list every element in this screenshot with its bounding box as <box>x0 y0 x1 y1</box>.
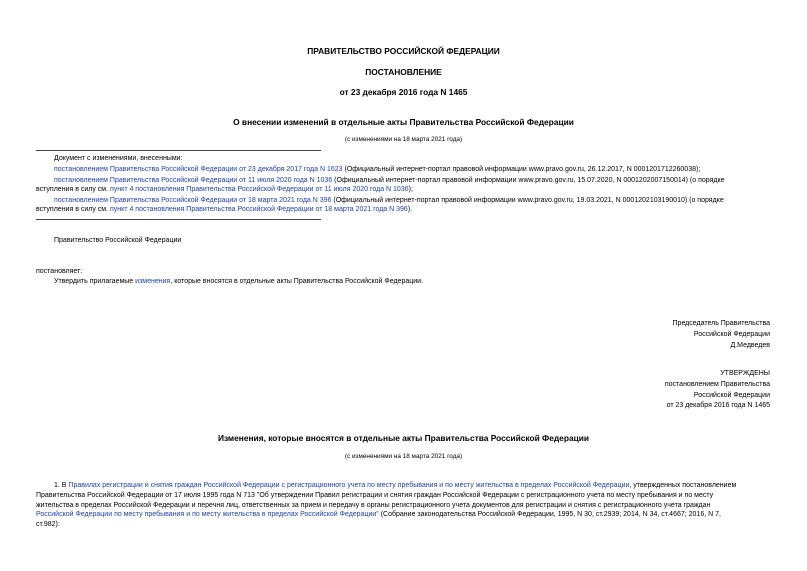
annex-p1-line-1 <box>36 482 770 491</box>
approved-date: от 23 декабря 2016 года N 1465 <box>666 402 770 410</box>
change-item-3-entry-pre: вступления в силу см. <box>36 206 111 213</box>
change-item-2-cont <box>36 186 413 195</box>
change-item-2-entry-pre: вступления в силу см. <box>36 186 111 193</box>
annex-p1-line-4 <box>36 511 770 520</box>
change-item-3-link[interactable]: постановлением Правительства Российской Федерации от 18 марта 2021 года N 396 <box>54 197 332 204</box>
doc-date-number: от 23 декабря 2016 года N 1465 <box>339 87 468 97</box>
change-item-1-link[interactable]: постановлением Правительства Российской Федерации от 23 декабря 2017 года N 1623 <box>54 166 343 173</box>
approve-post: , которые вносятся в отдельные акты Правительства Российской Федерации. <box>170 278 424 285</box>
approve-pre: Утвердить прилагаемые <box>54 278 136 285</box>
approved-block <box>470 370 770 411</box>
change-item-2-entry-post: ); <box>408 186 413 193</box>
change-item-2-link[interactable]: постановлением Правительства Российской Федерации от 11 июля 2020 года N 1036 <box>54 177 333 184</box>
approved-by: постановлением Правительства <box>664 380 770 388</box>
change-item-1-source: (Официальный интернет-портал правовой информации www.pravo.gov.ru, 26.12.2017, N 0001201712260038); <box>342 166 701 173</box>
annex-paragraph-1 <box>36 482 770 530</box>
signature-country: Российской Федерации <box>693 330 770 338</box>
annex-p1-line-2: Правительства Российской Федерации от 17 июля 1995 года N 713 "Об утверждении Правил регистрации и снятия граждан Российской Федерации с регистрационного учета по месту пребывания и по месту <box>36 491 714 499</box>
change-item-3-source: (Официальный интернет-портал правовой информации www.pravo.gov.ru, 19.03.2021, N 0001202103190010) (о порядке <box>331 197 724 204</box>
bottom-divider <box>36 219 321 220</box>
change-item-3-entry-link[interactable]: пункт 4 постановления Правительства Российской Федерации от 18 марта 2021 года N 396 <box>110 206 408 213</box>
change-item-2 <box>54 177 725 186</box>
annex-p1-approved-by: , утвержденных постановлением <box>629 482 737 489</box>
decides-line: постановляет: <box>36 268 83 275</box>
signature-title: Председатель Правительства <box>672 320 770 327</box>
government-line: Правительство Российской Федерации <box>54 237 182 244</box>
change-item-3-entry-post: ). <box>407 206 413 213</box>
doc-revision: (с изменениями на 18 марта 2021 года) <box>344 136 463 143</box>
annex-p1-source: (Собрание законодательства Российской Федерации, 1995, N 30, ст.2939; 2014, N 34, ст.4667; 2016, N 7, <box>378 511 721 519</box>
change-item-1 <box>54 166 700 175</box>
top-divider <box>36 150 321 151</box>
approve-changes-link[interactable]: изменения <box>135 278 171 285</box>
annex-p1-line-3: жительства в пределах Российской Федерации и перечня лиц, ответственных за прием и передачу в органы регистрационного учета документов для регистрации и снятия с регистрационного учета граждан <box>36 501 711 509</box>
signature-block <box>470 320 770 350</box>
annex-revision: (с изменениями на 18 марта 2021 года) <box>344 453 463 460</box>
approve-paragraph <box>54 278 423 287</box>
approved-heading: УТВЕРЖДЕНЫ <box>720 370 770 377</box>
registration-rules-link[interactable]: Правилах регистрации и снятия граждан Российской Федерации с регистрационного учета по месту пребывания и по месту жительства в пределах Российской Федерации <box>68 482 630 489</box>
change-item-2-source: (Официальный интернет-портал правовой информации www.pravo.gov.ru, 15.07.2020, N 0001202007150014) (о порядке <box>332 177 725 184</box>
registration-rules-resolution-link[interactable]: Российской Федерации по месту пребывания и по месту жительства в пределах Российской Федерации" <box>36 511 379 519</box>
government-heading: ПРАВИТЕЛЬСТВО РОССИЙСКОЙ ФЕДЕРАЦИИ <box>307 46 500 56</box>
doc-title: О внесении изменений в отдельные акты Правительства Российской Федерации <box>233 117 574 127</box>
change-item-3 <box>54 197 724 206</box>
signature-name: Д.Медведев <box>730 341 770 349</box>
change-item-3-cont <box>36 206 412 215</box>
doc-type-heading: ПОСТАНОВЛЕНИЕ <box>365 67 442 77</box>
annex-title: Изменения, которые вносятся в отдельные акты Правительства Российской Федерации <box>217 433 590 443</box>
annex-p1-number: 1. В <box>54 482 69 489</box>
changes-intro: Документ с изменениями, внесенными: <box>54 155 183 162</box>
approved-country: Российской Федерации <box>693 391 770 399</box>
change-item-2-entry-link[interactable]: пункт 4 постановления Правительства Российской Федерации от 11 июля 2020 года N 1036 <box>110 186 409 193</box>
annex-p1-line-5: ст.982): <box>36 521 60 528</box>
